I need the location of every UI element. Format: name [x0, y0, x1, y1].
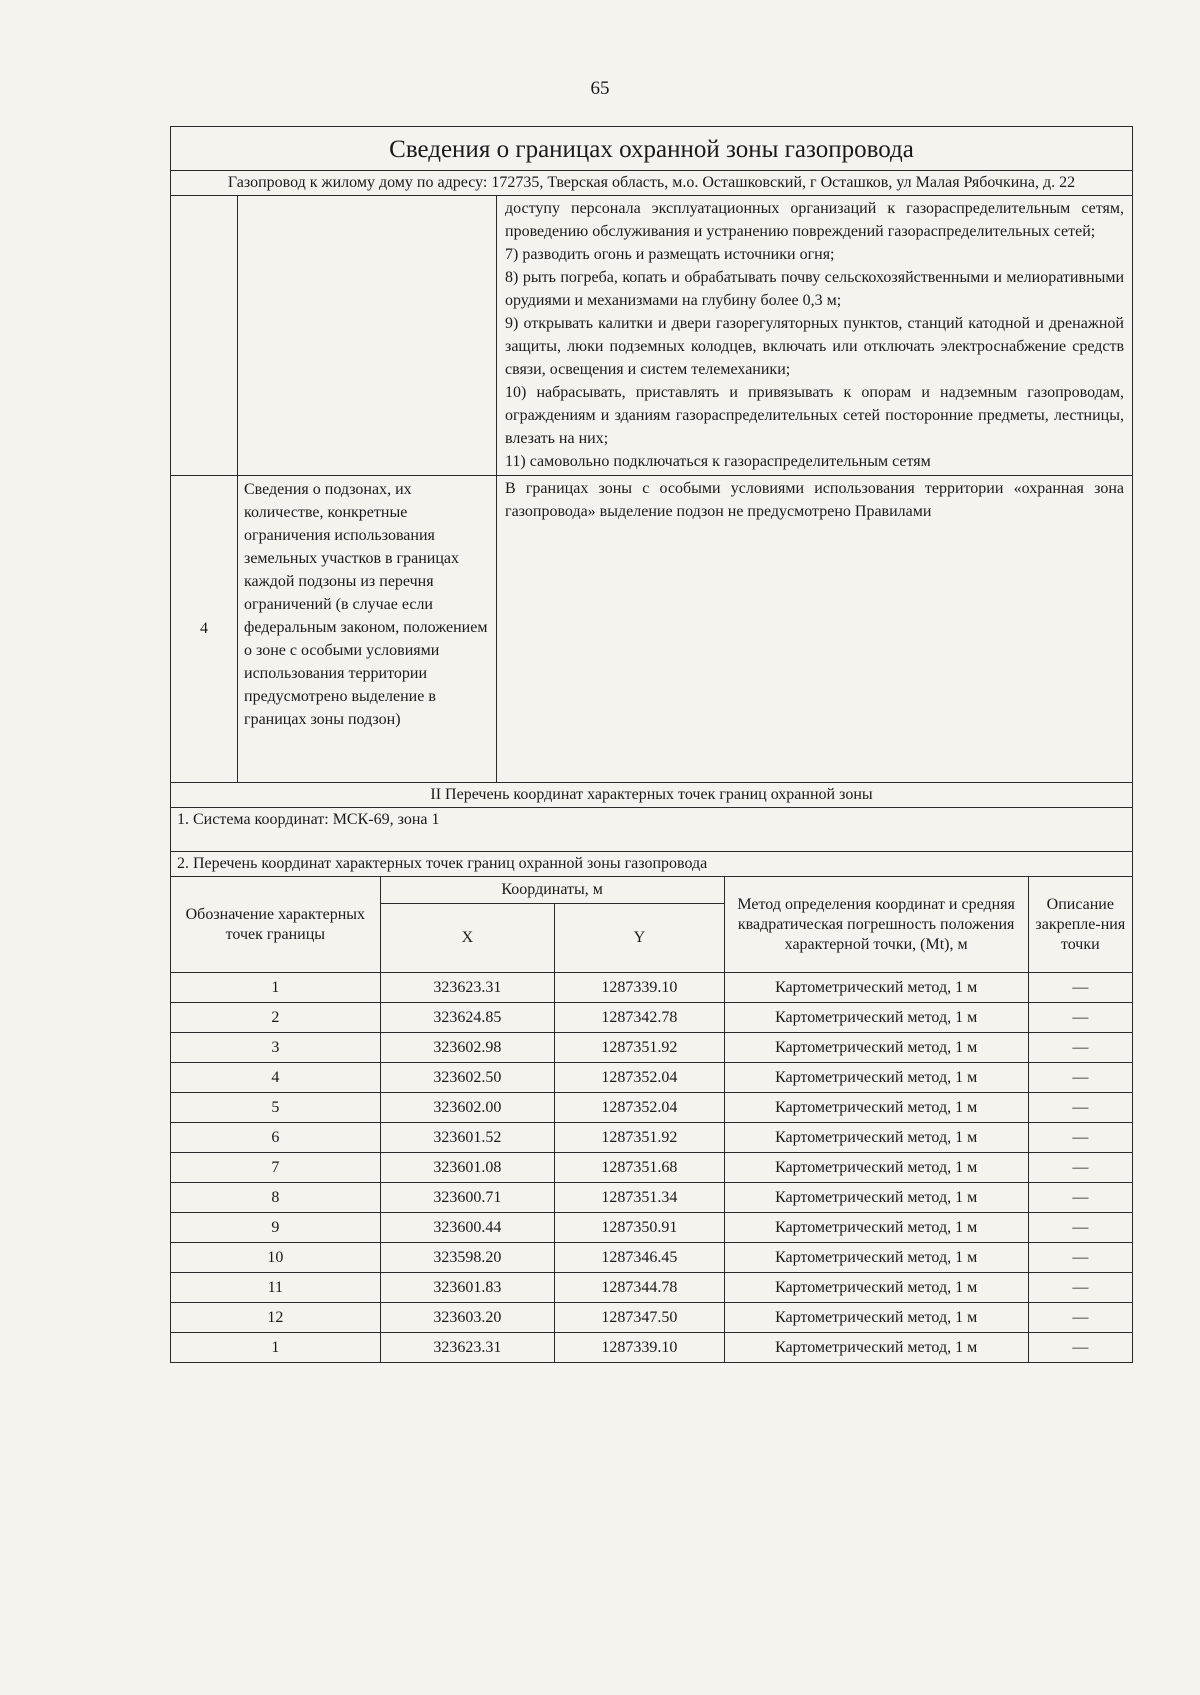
- row-number-empty: [171, 196, 238, 476]
- row-name: Сведения о подзонах, их количестве, конкретные ограничения использования земельных участков в границах каждой подзоны из перечня ограничений (в случае если федеральным законом, положением о зоне с особыми условиями использования территории предусмотрено выделение в границах зоны подзон): [238, 476, 497, 783]
- point-cell: 10: [171, 1243, 381, 1273]
- header-coordinates: Координаты, м: [380, 877, 724, 904]
- row-number: 4: [171, 476, 238, 783]
- x-cell: 323602.98: [380, 1033, 555, 1063]
- table-row: [171, 1153, 1133, 1183]
- description-cell: —: [1028, 1003, 1132, 1033]
- coordinates-body: [171, 973, 1133, 1363]
- x-cell: 323623.31: [380, 1333, 555, 1363]
- restriction-item: доступу персонала эксплуатационных организаций к газораспределительным сетям, проведению обслуживания и устранению повреждений газораспределительных сетей;: [505, 200, 1124, 240]
- point-cell: 1: [171, 1333, 381, 1363]
- method-cell: Картометрический метод, 1 м: [724, 1093, 1028, 1123]
- method-cell: Картометрический метод, 1 м: [724, 1033, 1028, 1063]
- zone-info-table: [170, 126, 1133, 877]
- description-cell: —: [1028, 1093, 1132, 1123]
- restriction-item: 11) самовольно подключаться к газораспределительным сетям: [505, 453, 931, 470]
- page-number: 65: [590, 78, 610, 99]
- method-cell: Картометрический метод, 1 м: [724, 1303, 1028, 1333]
- x-cell: 323623.31: [380, 973, 555, 1003]
- restriction-item: 9) открывать калитки и двери газорегуляторных пунктов, станций катодной и дренажной защиты, люки подземных колодцев, включать или отключать электроснабжение средств связи, освещения и систем телемеханики;: [505, 315, 1124, 378]
- table-row: [171, 1303, 1133, 1333]
- y-cell: 1287339.10: [555, 1333, 725, 1363]
- x-cell: 323601.52: [380, 1123, 555, 1153]
- restriction-item: 10) набрасывать, приставлять и привязывать к опорам и надземным газопроводам, ограждениям и зданиям газораспределительных сетей посторонние предметы, лестницы, влезать на них;: [505, 384, 1124, 447]
- point-cell: 2: [171, 1003, 381, 1033]
- table-row: [171, 1213, 1133, 1243]
- description-cell: —: [1028, 1183, 1132, 1213]
- point-cell: 3: [171, 1033, 381, 1063]
- y-cell: 1287352.04: [555, 1063, 725, 1093]
- point-cell: 7: [171, 1153, 381, 1183]
- x-cell: 323600.44: [380, 1213, 555, 1243]
- y-cell: 1287342.78: [555, 1003, 725, 1033]
- method-cell: Картометрический метод, 1 м: [724, 1063, 1028, 1093]
- header-method: Метод определения координат и средняя квадратическая погрешность положения характерной точки, (Mt), м: [724, 877, 1028, 973]
- point-cell: 6: [171, 1123, 381, 1153]
- description-cell: —: [1028, 1033, 1132, 1063]
- document-title: Сведения о границах охранной зоны газопровода: [171, 127, 1133, 171]
- y-cell: 1287352.04: [555, 1093, 725, 1123]
- y-cell: 1287351.34: [555, 1183, 725, 1213]
- description-cell: —: [1028, 1213, 1132, 1243]
- description-cell: —: [1028, 1063, 1132, 1093]
- method-cell: Картометрический метод, 1 м: [724, 1123, 1028, 1153]
- point-cell: 11: [171, 1273, 381, 1303]
- x-cell: 323598.20: [380, 1243, 555, 1273]
- table-row: [171, 1183, 1133, 1213]
- table-row: [171, 1063, 1133, 1093]
- object-address: Газопровод к жилому дому по адресу: 172735, Тверская область, м.о. Осташковский, г Осташков, ул Малая Рябочкина, д. 22: [171, 171, 1133, 196]
- document-body: [170, 126, 1133, 1363]
- point-cell: 12: [171, 1303, 381, 1333]
- method-cell: Картометрический метод, 1 м: [724, 1183, 1028, 1213]
- restriction-item: 7) разводить огонь и размещать источники огня;: [505, 246, 835, 263]
- description-cell: —: [1028, 1333, 1132, 1363]
- y-cell: 1287351.68: [555, 1153, 725, 1183]
- y-cell: 1287350.91: [555, 1213, 725, 1243]
- method-cell: Картометрический метод, 1 м: [724, 1213, 1028, 1243]
- x-cell: 323624.85: [380, 1003, 555, 1033]
- table-row: [171, 1093, 1133, 1123]
- section-title: II Перечень координат характерных точек границ охранной зоны: [171, 783, 1133, 808]
- description-cell: —: [1028, 1243, 1132, 1273]
- header-description: Описание закрепле-ния точки: [1028, 877, 1132, 973]
- coordinate-list-title: 2. Перечень координат характерных точек границ охранной зоны газопровода: [171, 852, 1133, 877]
- x-cell: 323600.71: [380, 1183, 555, 1213]
- method-cell: Картометрический метод, 1 м: [724, 1273, 1028, 1303]
- header-point: Обозначение характерных точек границы: [171, 877, 381, 973]
- coordinate-system: 1. Система координат: МСК-69, зона 1: [171, 808, 1133, 852]
- restriction-item: 8) рыть погреба, копать и обрабатывать почву сельскохозяйственными и мелиоративными орудиями и механизмами на глубину более 0,3 м;: [505, 269, 1124, 309]
- method-cell: Картометрический метод, 1 м: [724, 1333, 1028, 1363]
- x-cell: 323602.50: [380, 1063, 555, 1093]
- y-cell: 1287344.78: [555, 1273, 725, 1303]
- point-cell: 9: [171, 1213, 381, 1243]
- y-cell: 1287339.10: [555, 973, 725, 1003]
- x-cell: 323603.20: [380, 1303, 555, 1333]
- point-cell: 8: [171, 1183, 381, 1213]
- y-cell: 1287347.50: [555, 1303, 725, 1333]
- table-row: [171, 973, 1133, 1003]
- restrictions-text: [497, 196, 1133, 476]
- table-row: [171, 1273, 1133, 1303]
- x-cell: 323601.08: [380, 1153, 555, 1183]
- description-cell: —: [1028, 973, 1132, 1003]
- row-name-empty: [238, 196, 497, 476]
- table-row: [171, 1333, 1133, 1363]
- description-cell: —: [1028, 1123, 1132, 1153]
- x-cell: 323601.83: [380, 1273, 555, 1303]
- table-row: [171, 1003, 1133, 1033]
- table-row: [171, 1033, 1133, 1063]
- header-x: X: [380, 904, 555, 973]
- table-row: [171, 1123, 1133, 1153]
- x-cell: 323602.00: [380, 1093, 555, 1123]
- y-cell: 1287351.92: [555, 1033, 725, 1063]
- method-cell: Картометрический метод, 1 м: [724, 973, 1028, 1003]
- header-y: Y: [555, 904, 725, 973]
- point-cell: 4: [171, 1063, 381, 1093]
- point-cell: 1: [171, 973, 381, 1003]
- table-row: [171, 1243, 1133, 1273]
- description-cell: —: [1028, 1153, 1132, 1183]
- method-cell: Картометрический метод, 1 м: [724, 1243, 1028, 1273]
- method-cell: Картометрический метод, 1 м: [724, 1003, 1028, 1033]
- description-cell: —: [1028, 1273, 1132, 1303]
- point-cell: 5: [171, 1093, 381, 1123]
- coordinates-table: [170, 876, 1133, 1363]
- y-cell: 1287351.92: [555, 1123, 725, 1153]
- method-cell: Картометрический метод, 1 м: [724, 1153, 1028, 1183]
- y-cell: 1287346.45: [555, 1243, 725, 1273]
- description-cell: —: [1028, 1303, 1132, 1333]
- row-value: В границах зоны с особыми условиями использования территории «охранная зона газопровода» выделение подзон не предусмотрено Правилами: [497, 476, 1133, 783]
